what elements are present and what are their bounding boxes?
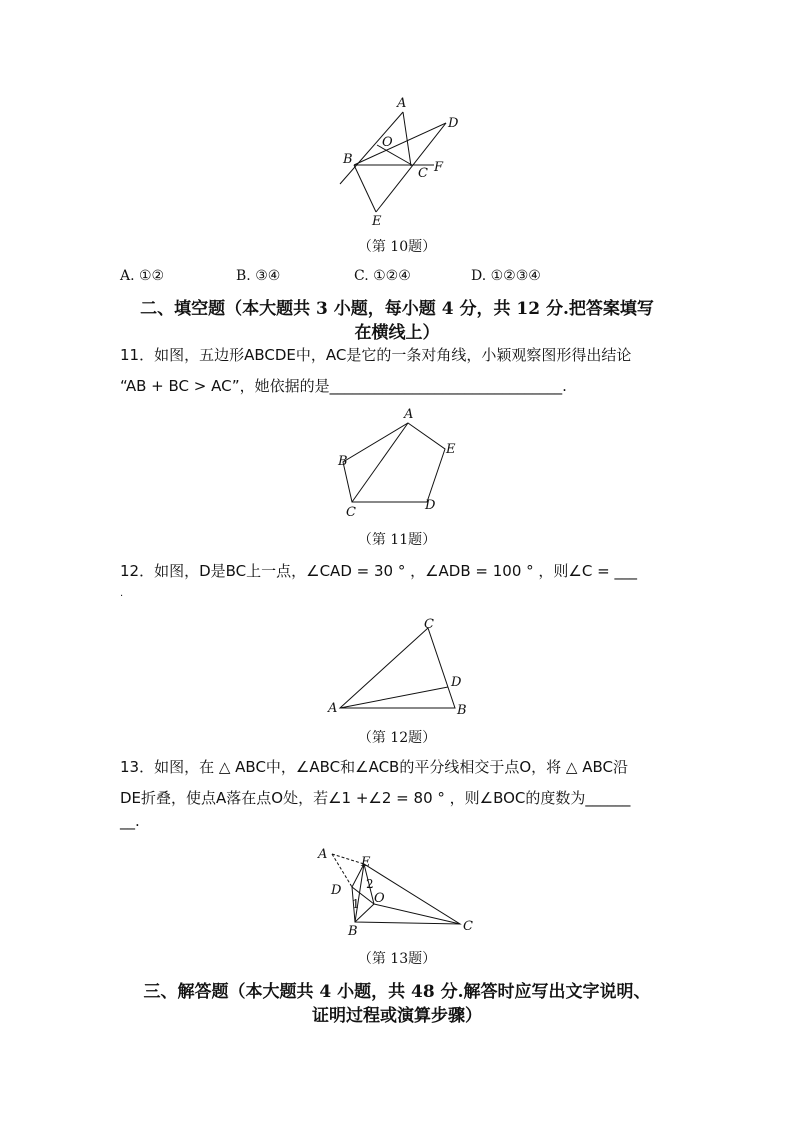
label-a: A — [318, 847, 328, 862]
caption-q10: （第 10题） — [357, 239, 437, 255]
label-d: D — [448, 116, 459, 131]
question-12 — [120, 556, 680, 601]
pentagon-abcde — [343, 423, 445, 502]
section-2-heading — [100, 297, 694, 345]
figure-q11 — [330, 403, 470, 523]
section-3-line2: 证明过程或演算步骤） — [312, 1006, 482, 1026]
question-11 — [120, 340, 680, 402]
section-3-heading — [100, 980, 694, 1028]
label-b: B — [457, 703, 467, 718]
label-c: C — [424, 617, 434, 632]
label-d: D — [331, 883, 342, 898]
label-o: O — [374, 891, 385, 906]
q11-line1: 11．如图，五边形ABCDE中，AC是它的一条对角线，小颖观察图形得出结论 — [120, 346, 632, 364]
option-c: C. ①②④ — [354, 268, 411, 284]
label-f: F — [434, 160, 444, 175]
figure-q12 — [320, 612, 480, 722]
label-d: D — [425, 498, 436, 513]
caption-q11: （第 11题） — [357, 532, 437, 548]
label-angle-2: 2 — [366, 877, 374, 891]
figure-q13 — [312, 842, 482, 942]
label-a: A — [397, 96, 407, 111]
label-e: E — [446, 442, 456, 457]
q13-line1: 13．如图，在 △ ABC中，∠ABC和∠ACB的平分线相交于点O，将 △ ABC沿 — [120, 758, 628, 776]
label-e: E — [372, 214, 382, 229]
option-d: D. ①②③④ — [471, 268, 541, 284]
quad-edbc — [352, 864, 460, 924]
question-13 — [120, 752, 680, 828]
line-ae-dashed — [332, 854, 364, 864]
label-o: O — [382, 135, 393, 150]
line-ad — [340, 687, 448, 708]
section-3-line1: 三、解答题（本大题共 4 小题，共 48 分.解答时应写出文字说明、 — [143, 982, 651, 1002]
label-d: D — [451, 675, 462, 690]
q12-line2: . — [120, 588, 124, 599]
label-c: C — [463, 919, 473, 934]
label-b: B — [343, 152, 353, 167]
label-a: A — [404, 407, 414, 422]
q11-line2: “AB + BC > AC”，她依据的是_______________________________. — [120, 377, 567, 395]
line-ab-extended — [340, 112, 403, 184]
label-b: B — [348, 924, 358, 939]
label-c: C — [418, 166, 428, 181]
label-b: B — [338, 454, 348, 469]
label-e: E — [361, 855, 371, 870]
triangle-abc — [340, 628, 455, 708]
q13-line3: __. — [120, 812, 140, 830]
figure-q10 — [330, 92, 470, 232]
caption-q12: （第 12题） — [357, 730, 437, 746]
label-angle-1: 1 — [352, 897, 360, 911]
label-a: A — [328, 701, 338, 716]
q12-line1: 12．如图，D是BC上一点，∠CAD = 30 ° ，∠ADB = 100 ° ，则∠C = ___ — [120, 562, 637, 580]
label-c: C — [346, 505, 356, 520]
option-b: B. ③④ — [236, 268, 281, 284]
section-2-line1: 二、填空题（本大题共 3 小题，每小题 4 分，共 12 分.把答案填写 — [140, 299, 654, 319]
caption-q13: （第 13题） — [357, 951, 437, 967]
line-be — [354, 165, 376, 212]
section-2-line2: 在横线上） — [354, 323, 440, 343]
diagonal-ac — [352, 423, 408, 502]
q13-line2: DE折叠，使点A落在点O处，若∠1 +∠2 = 80 ° ，则∠BOC的度数为______ — [120, 789, 631, 807]
option-a: A. ①② — [120, 268, 165, 284]
line-oc — [374, 904, 460, 924]
